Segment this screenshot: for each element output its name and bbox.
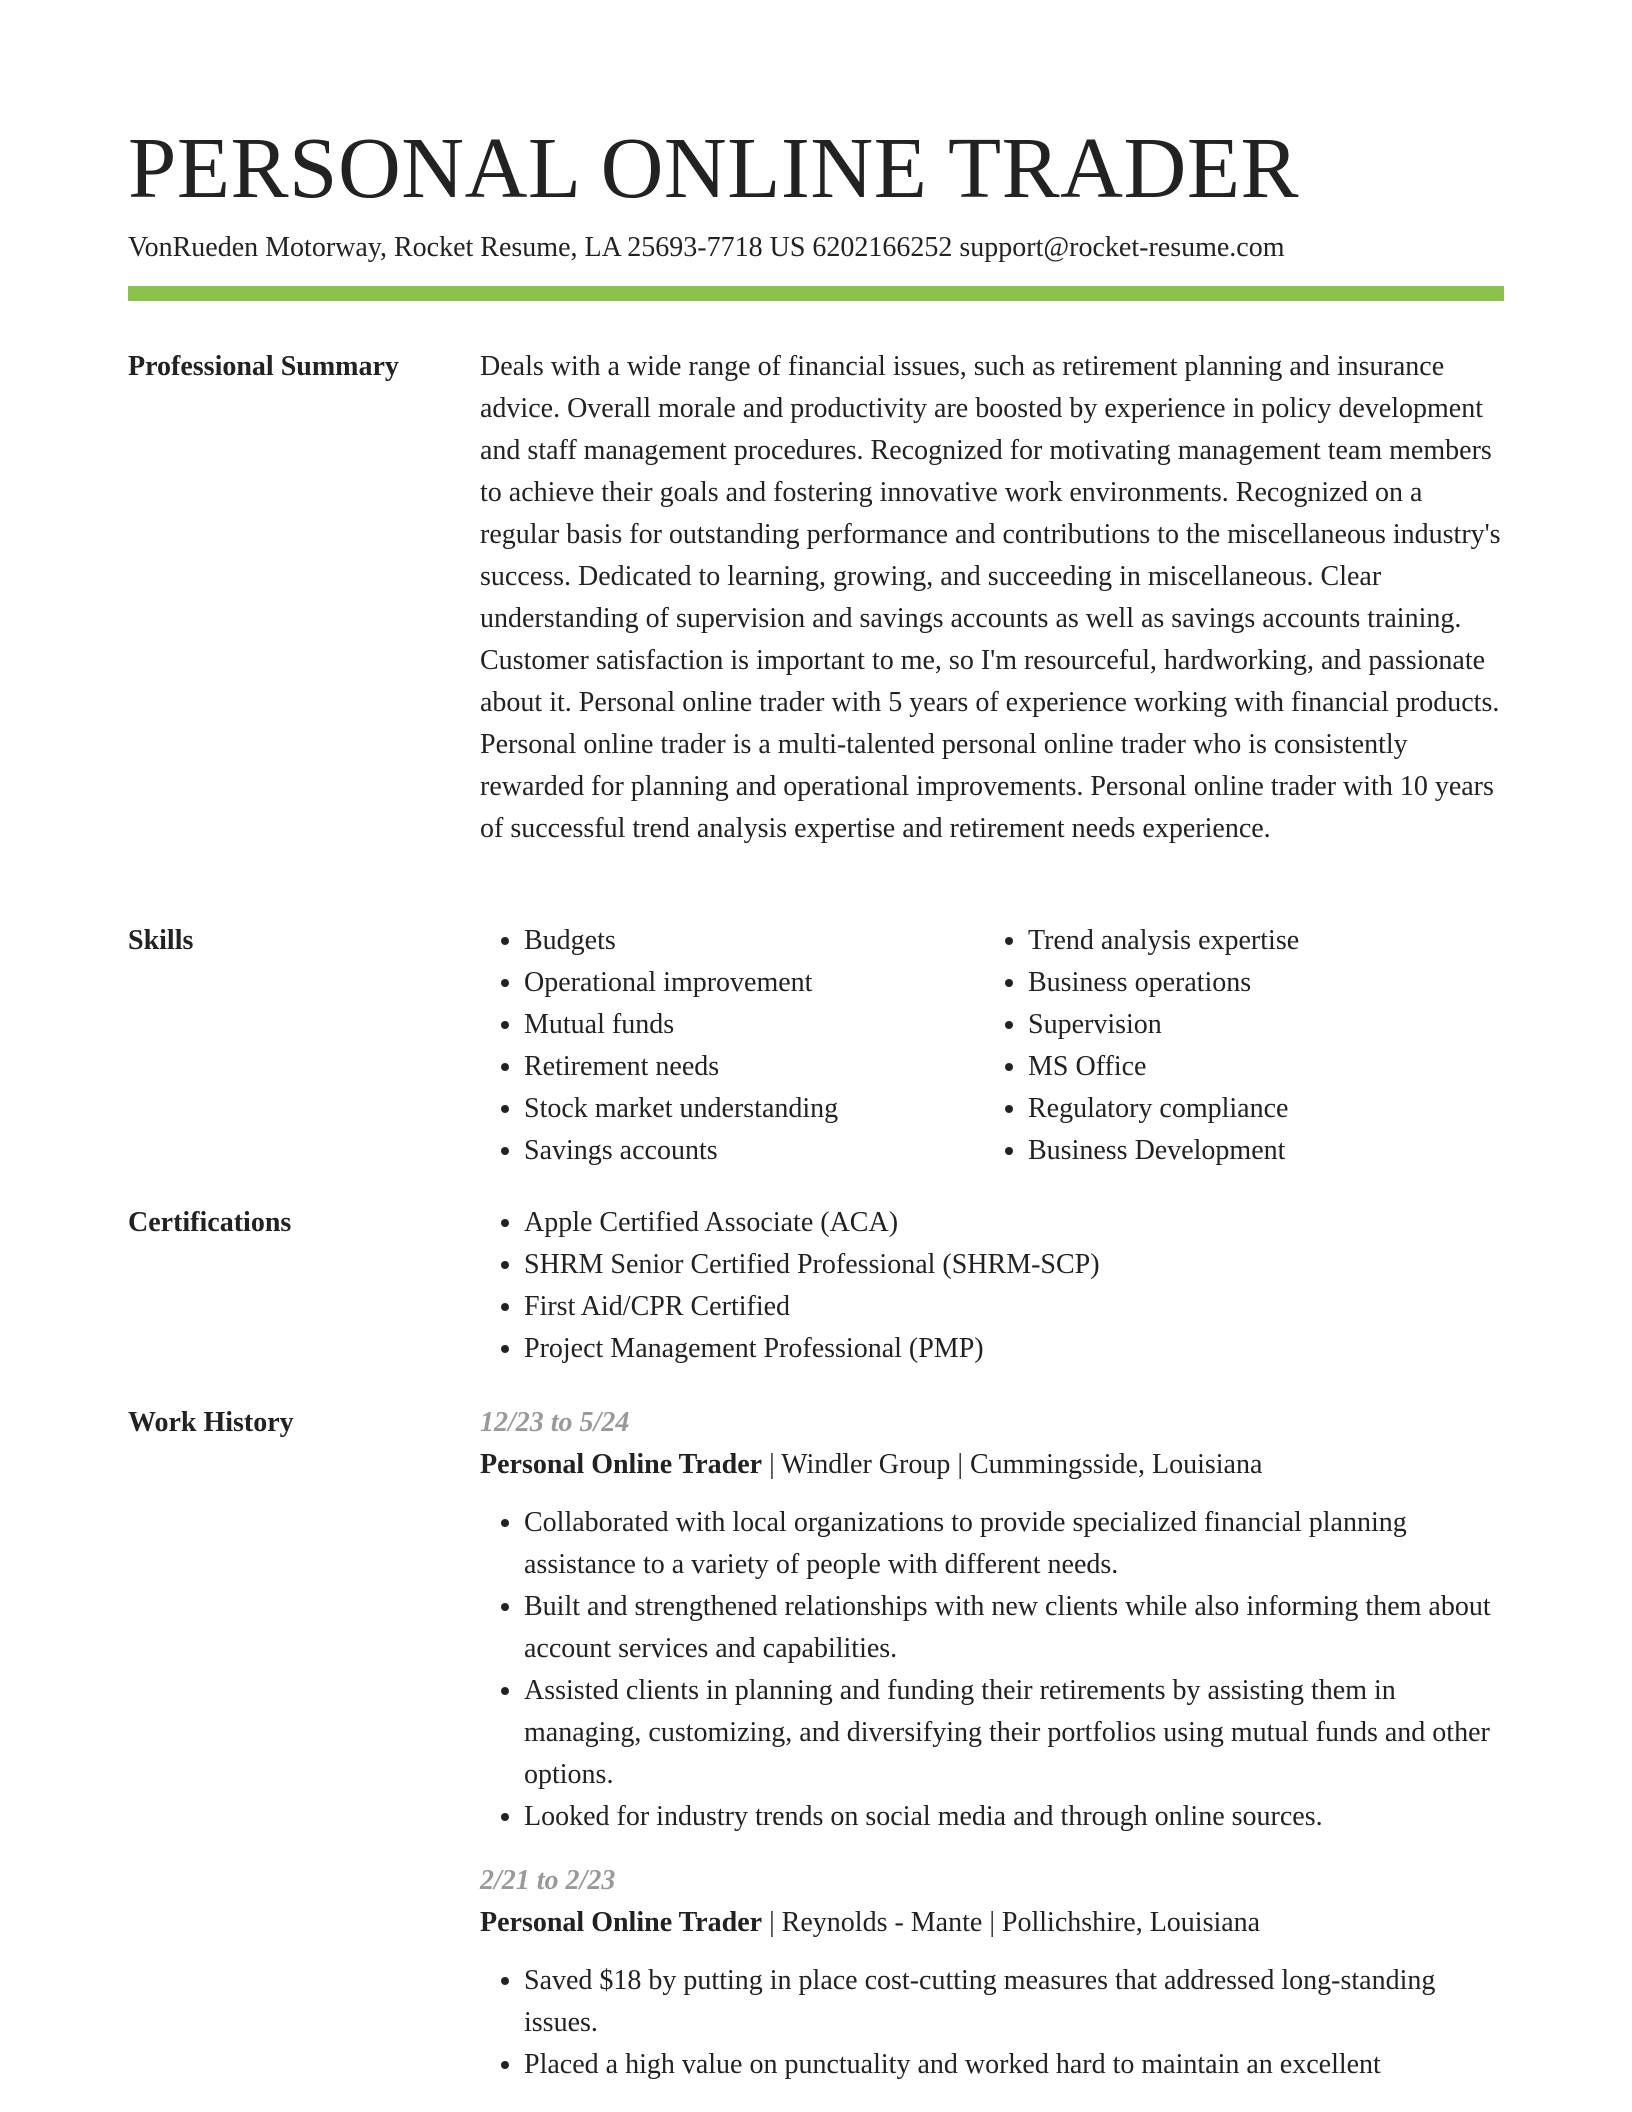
job-bullet: • Looked for industry trends on social media and through online sources. <box>524 1796 1504 1838</box>
skill-item: • Budgets <box>524 920 984 962</box>
certification-item: • Apple Certified Associate (ACA) <box>524 1202 1504 1244</box>
contact-info: VonRueden Motorway, Rocket Resume, LA 25693-7718 US 6202166252 support@rocket-resume.com <box>128 232 1285 263</box>
job-title: Personal Online Trader <box>480 1449 763 1480</box>
summary-body <box>480 346 1504 850</box>
skill-item: • Savings accounts <box>524 1130 984 1172</box>
skill-item: • Supervision <box>1028 1004 1488 1046</box>
job-bullet: • Saved $18 by putting in place cost-cutting measures that addressed long-standing issues. <box>524 1960 1504 2044</box>
job-entry <box>480 1860 1504 2086</box>
job-details: | Windler Group | Cummingsside, Louisiana <box>762 1449 1263 1480</box>
job-details: | Reynolds - Mante | Pollichshire, Louisiana <box>762 1907 1261 1938</box>
certifications-list <box>480 1202 1504 1370</box>
skill-item: • Retirement needs <box>524 1046 984 1088</box>
header-divider <box>128 286 1504 301</box>
section-label-work-history: Work History <box>128 1407 294 1438</box>
skills-list-left <box>480 920 984 1172</box>
job-heading <box>480 1444 1504 1486</box>
skill-item: • Business operations <box>1028 962 1488 1004</box>
job-entry <box>480 1402 1504 1838</box>
section-label-certifications: Certifications <box>128 1207 292 1238</box>
skill-item: • Mutual funds <box>524 1004 984 1046</box>
skill-item: • Business Development <box>1028 1130 1488 1172</box>
skills-column-right <box>984 920 1488 1172</box>
job-dates: 12/23 to 5/24 <box>480 1407 630 1438</box>
job-bullet: • Placed a high value on punctuality and worked hard to maintain an excellent <box>524 2044 1504 2086</box>
candidate-name: PERSONAL ONLINE TRADER <box>128 119 1300 216</box>
skill-item: • Stock market understanding <box>524 1088 984 1130</box>
job-dates: 2/21 to 2/23 <box>480 1865 616 1896</box>
certification-item: • Project Management Professional (PMP) <box>524 1328 1504 1370</box>
skills-list-right <box>984 920 1488 1172</box>
certifications-body <box>480 1202 1504 1370</box>
certification-item: • SHRM Senior Certified Professional (SHRM-SCP) <box>524 1244 1504 1286</box>
job-bullet: • Assisted clients in planning and funding their retirements by assisting them in managing, customizing, and diversifying their portfolios using mutual funds and other options. <box>524 1670 1504 1796</box>
job-bullet: • Collaborated with local organizations to provide specialized financial planning assistance to a variety of people with different needs. <box>524 1502 1504 1586</box>
job-title: Personal Online Trader <box>480 1907 763 1938</box>
job-bullets <box>480 1502 1504 1838</box>
skill-item: • MS Office <box>1028 1046 1488 1088</box>
skill-item: • Regulatory compliance <box>1028 1088 1488 1130</box>
skill-item: • Operational improvement <box>524 962 984 1004</box>
skills-column-left <box>480 920 984 1172</box>
work-history-body <box>480 1402 1504 2108</box>
skills-columns <box>480 920 1504 1172</box>
skills-body <box>480 920 1504 1172</box>
job-heading <box>480 1902 1504 1944</box>
section-label-skills: Skills <box>128 925 194 956</box>
section-label-summary: Professional Summary <box>128 351 399 382</box>
job-bullets <box>480 1960 1504 2086</box>
summary-text: Deals with a wide range of financial issues, such as retirement planning and insurance advice. Overall morale and productivity are boosted by experience in policy development and staff management procedures. Recognized for motivating management team members to achieve their goals and fostering innovative work environments. Recognized on a regular basis for outstanding performance and contributions to the miscellaneous industry's success. Dedicated to learning, growing, and succeeding in miscellaneous. Clear understanding of supervision and savings accounts as well as savings accounts training. Customer satisfaction is important to me, so I'm resourceful, hardworking, and passionate about it. Personal online trader with 5 years of experience working with financial products. Personal online trader is a multi-talented personal online trader who is consistently rewarded for planning and operational improvements. Personal online trader with 10 years of successful trend analysis expertise and retirement needs experience. <box>480 351 1501 844</box>
job-bullet: • Built and strengthened relationships with new clients while also informing them about account services and capabilities. <box>524 1586 1504 1670</box>
skill-item: • Trend analysis expertise <box>1028 920 1488 962</box>
certification-item: • First Aid/CPR Certified <box>524 1286 1504 1328</box>
